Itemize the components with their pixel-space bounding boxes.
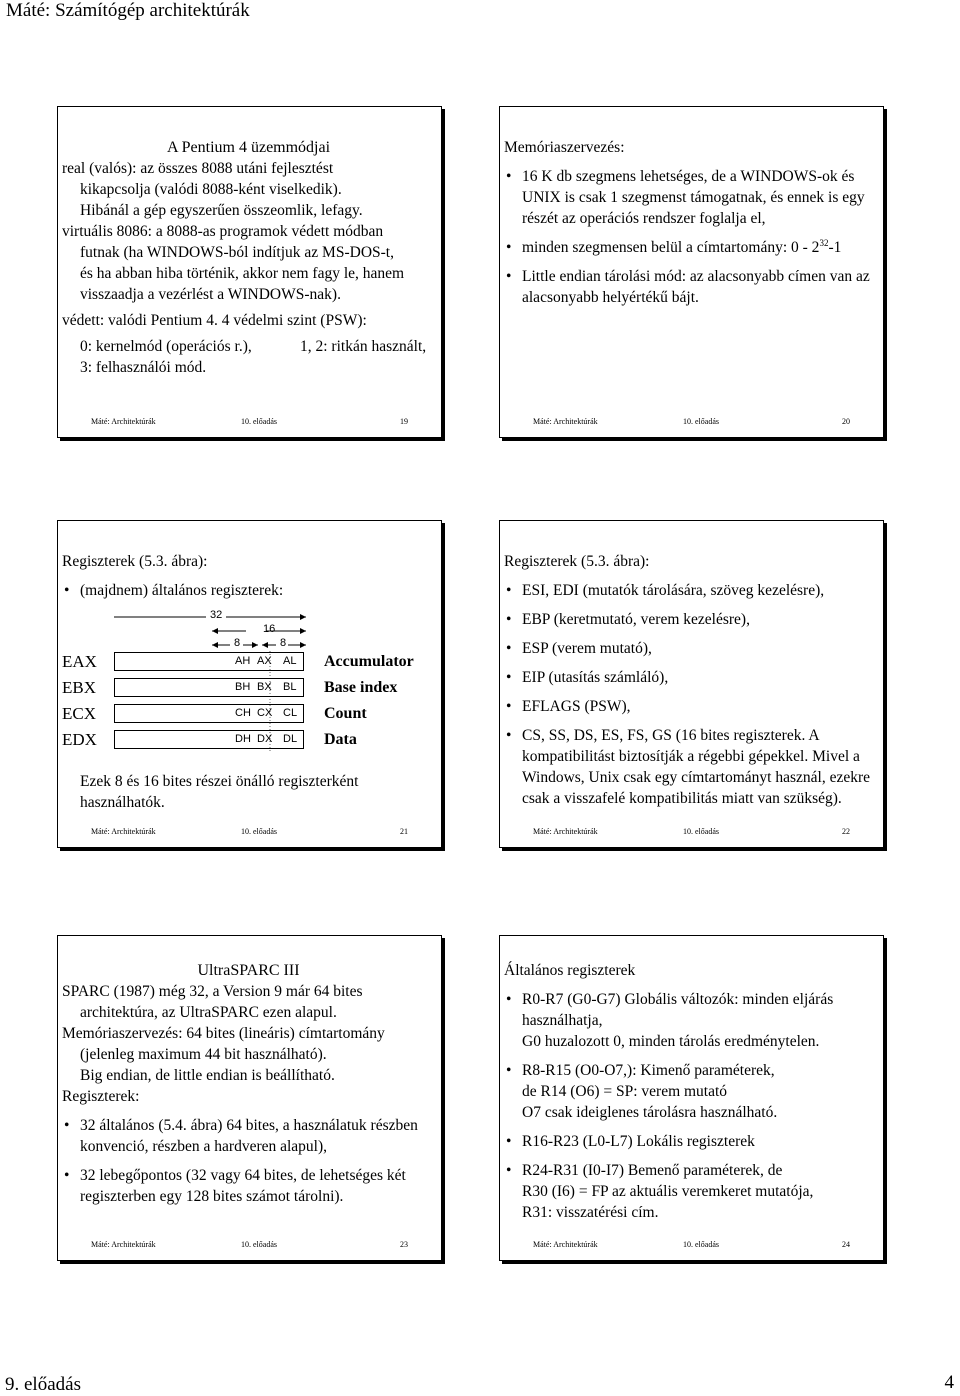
text-line: Hibánál a gép egyszerűen összeomlik, lefagy. xyxy=(80,202,363,219)
reg-label: EBX xyxy=(62,678,96,697)
bullet-item: • R16-R23 (L0-L7) Lokális regiszterek xyxy=(504,1131,877,1152)
text-line: futnak (ha WINDOWS-ból indítjuk az MS-DOS-t, xyxy=(80,244,394,261)
slide-number: 22 xyxy=(842,827,850,836)
text-line: real (valós): az összes 8088 utáni fejlesztést xyxy=(62,160,334,177)
footer-author: Máté: Architektúrák xyxy=(91,417,156,426)
text-line: de R14 (O6) = SP: verem mutató xyxy=(522,1083,728,1100)
text-line: R31: visszatérési cím. xyxy=(522,1204,659,1221)
text-line: kikapcsolja (valódi 8088-ként viselkedik). xyxy=(80,181,342,198)
bullet-item: • Little endian tárolási mód: az alacsonyabb címen van az alacsonyabb helyértékű bájt. xyxy=(504,266,877,308)
reg-box: AH AX AL xyxy=(114,652,304,671)
bullet-item: • CS, SS, DS, ES, FS, GS (16 bites regiszterek. A kompatibilitást biztosítják a régebbi gépekkel. Mivel a Windows, Unix csak egy címtartományt használ, ezekre csak a visszafelé kompatibilitás miatt van szükség). xyxy=(504,725,877,809)
slide-footer xyxy=(500,827,883,839)
slide-footer xyxy=(58,1240,441,1252)
bullet-item: • R0-R7 (G0-G7) Globális változók: minden eljárás használhatja, xyxy=(504,989,877,1031)
footer-lecture: 10. előadás xyxy=(241,1240,277,1249)
reg-name: Accumulator xyxy=(324,653,414,670)
slide-20 xyxy=(499,106,884,438)
half-dividers xyxy=(114,651,304,751)
bullet-item: • ESP (verem mutató), xyxy=(504,638,877,659)
text-line: védett: valódi Pentium 4. 4 védelmi szint (PSW): xyxy=(62,312,367,329)
register-diagram xyxy=(62,601,435,771)
text-line: G0 huzalozott 0, minden tárolás eredménytelen. xyxy=(522,1033,820,1050)
text-line: 0: kernelmód (operációs r.), xyxy=(80,338,252,355)
slide-number: 19 xyxy=(400,417,408,426)
width-32: 32 xyxy=(210,609,223,621)
slide-number: 20 xyxy=(842,417,850,426)
footer-author: Máté: Architektúrák xyxy=(91,827,156,836)
bullet-item: • EFLAGS (PSW), xyxy=(504,696,877,717)
reg-box: CH CX CL xyxy=(114,704,304,723)
slide-footer xyxy=(58,417,441,429)
dimension-arrows xyxy=(112,611,308,651)
width-8-low: 8 xyxy=(280,637,287,649)
bullet-item: • EBP (keretmutató, verem kezelésre), xyxy=(504,609,877,630)
note-line: használhatók. xyxy=(80,794,165,811)
reg-label: EDX xyxy=(62,730,97,749)
text-line: és ha abban hiba történik, akkor nem fagy le, hanem xyxy=(80,265,405,282)
slide-number: 21 xyxy=(400,827,408,836)
reg-name: Data xyxy=(324,731,357,748)
page-header: Máté: Számítógép architektúrák xyxy=(6,0,250,21)
slide-title: Általános regiszterek xyxy=(504,962,636,979)
slide-title: Memóriaszervezés: xyxy=(504,139,625,156)
note-line: Ezek 8 és 16 bites részei önálló regiszterként xyxy=(80,773,359,790)
page-footer-lecture: 9. előadás xyxy=(5,1374,81,1395)
bullet-item: • EIP (utasítás számláló), xyxy=(504,667,877,688)
slide-title: Regiszterek (5.3. ábra): xyxy=(504,553,650,570)
text-line: O7 csak ideiglenes tárolásra használható. xyxy=(522,1104,778,1121)
text-line: Memóriaszervezés: 64 bites (lineáris) címtartomány xyxy=(62,1025,385,1042)
text-line: R30 (I6) = FP az aktuális veremkeret mutatója, xyxy=(522,1183,814,1200)
bullet-item: • minden szegmensen belül a címtartomány: $0 - 2^{32}-1$ xyxy=(504,237,877,258)
bullet-item: • R24-R31 (I0-I7) Bemenő paraméterek, de xyxy=(504,1160,877,1181)
footer-author: Máté: Architektúrák xyxy=(91,1240,156,1249)
footer-lecture: 10. előadás xyxy=(683,1240,719,1249)
width-8-high: 8 xyxy=(234,637,241,649)
text-line: (jelenleg maximum 44 bit használható). xyxy=(80,1046,327,1063)
text-line: Big endian, de little endian is beállítható. xyxy=(80,1067,335,1084)
slide-23 xyxy=(57,935,442,1261)
text-line: SPARC (1987) még 32, a Version 9 már 64 bites xyxy=(62,983,363,1000)
text-line: 3: felhasználói mód. xyxy=(80,359,207,376)
reg-name: Count xyxy=(324,705,367,722)
slide-footer xyxy=(500,1240,883,1252)
reg-box: DH DX DL xyxy=(114,730,304,749)
footer-lecture: 10. előadás xyxy=(683,417,719,426)
footer-author: Máté: Architektúrák xyxy=(533,1240,598,1249)
slide-22 xyxy=(499,520,884,848)
slide-title: A Pentium 4 üzemmódjai xyxy=(166,139,331,156)
reg-box: BH BX BL xyxy=(114,678,304,697)
bullet-item: • R8-R15 (O0-O7,): Kimenő paraméterek, xyxy=(504,1060,877,1081)
reg-name: Base index xyxy=(324,679,398,696)
footer-lecture: 10. előadás xyxy=(241,827,277,836)
footer-lecture: 10. előadás xyxy=(683,827,719,836)
bullet-item: • 32 lebegőpontos (32 vagy 64 bites, de lehetséges két regiszterben egy 128 bites számot tárolni). xyxy=(62,1165,435,1207)
reg-label: EAX xyxy=(62,652,97,671)
footer-lecture: 10. előadás xyxy=(241,417,277,426)
slide-number: 24 xyxy=(842,1240,850,1249)
text-line: 1, 2: ritkán használt, xyxy=(300,338,427,355)
slide-number: 23 xyxy=(400,1240,408,1249)
slide-19 xyxy=(57,106,442,438)
slide-24 xyxy=(499,935,884,1261)
text-line: virtuális 8086: a 8088-as programok védett módban xyxy=(62,223,384,240)
footer-author: Máté: Architektúrák xyxy=(533,827,598,836)
bullet-item: • 32 általános (5.4. ábra) 64 bites, a használatuk részben konvenció, részben a hardveren alapul), xyxy=(62,1115,435,1157)
slide-21 xyxy=(57,520,442,848)
text-line: Regiszterek: xyxy=(62,1088,140,1105)
reg-label: ECX xyxy=(62,704,96,723)
slide-title: Regiszterek (5.3. ábra): xyxy=(62,553,208,570)
bullet-item: • (majdnem) általános regiszterek: xyxy=(62,580,435,601)
text-line: architektúra, az UltraSPARC ezen alapul. xyxy=(80,1004,337,1021)
page-number: 4 xyxy=(944,1372,954,1393)
footer-author: Máté: Architektúrák xyxy=(533,417,598,426)
text-line: visszaadja a vezérlést a WINDOWS-nak). xyxy=(80,286,341,303)
slide-title: UltraSPARC III xyxy=(197,962,300,979)
width-16: 16 xyxy=(263,623,276,635)
slide-footer xyxy=(58,827,441,839)
bullet-item: • ESI, EDI (mutatók tárolására, szöveg kezelésre), xyxy=(504,580,877,601)
slide-footer xyxy=(500,417,883,429)
bullet-item: • 16 K db szegmens lehetséges, de a WINDOWS-ok és UNIX is csak 1 szegmenst támogatnak, és ennek is egy részét az operációs rendszer foglalja el, xyxy=(504,166,877,229)
